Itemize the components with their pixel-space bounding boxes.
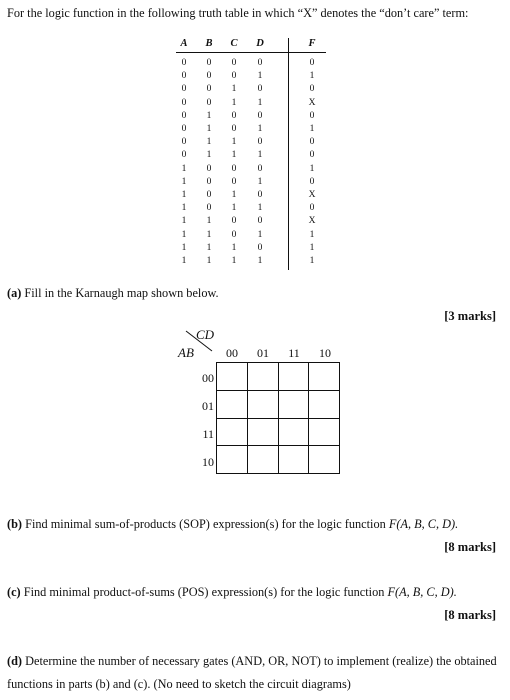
tt-cell: 0 <box>206 71 212 82</box>
tt-row <box>172 111 332 124</box>
part-d-line1: Determine the number of necessary gates (AND, OR, NOT) to implement (realize) the obtained <box>22 654 497 668</box>
tt-cell: 0 <box>206 97 212 108</box>
tt-row <box>172 71 332 84</box>
tt-cell: 1 <box>206 110 212 121</box>
kmap-cell[interactable] <box>279 391 310 419</box>
kmap-col-var: CD <box>196 327 215 342</box>
tt-cell: 0 <box>206 58 212 68</box>
tt-cell: 1 <box>206 216 212 227</box>
tt-header-c: C <box>230 38 238 49</box>
tt-cell: X <box>308 97 316 108</box>
tt-cell: 1 <box>231 137 237 148</box>
tt-cell: 1 <box>206 256 212 266</box>
tt-cell: 1 <box>231 84 237 95</box>
tt-row <box>172 98 332 111</box>
tt-cell: 1 <box>181 190 187 200</box>
tt-cell: 1 <box>309 256 315 266</box>
tt-cell: 1 <box>309 124 315 134</box>
kmap-row-label: 01 <box>202 399 214 413</box>
tt-header-f: F <box>308 38 316 49</box>
tt-cell: 0 <box>309 176 315 187</box>
kmap-cell[interactable] <box>217 446 248 474</box>
part-d-label: (d) <box>7 654 23 668</box>
part-b-marks: [8 marks] <box>444 540 496 554</box>
kmap-cell[interactable] <box>309 419 340 447</box>
part-a-marks: [3 marks] <box>444 309 496 323</box>
tt-cell: 1 <box>309 229 315 240</box>
kmap-cell[interactable] <box>248 363 279 391</box>
part-c-question <box>7 585 457 600</box>
part-b-label: (b) <box>7 517 23 531</box>
intro-text: For the logic function in the following truth table in which “X” denotes the “don’t care” term: <box>7 6 469 20</box>
tt-row <box>172 190 332 203</box>
tt-cell: 1 <box>309 242 315 253</box>
tt-row <box>172 230 332 243</box>
tt-cell: 1 <box>257 229 263 240</box>
tt-cell: 0 <box>231 110 237 121</box>
tt-row <box>172 58 332 71</box>
kmap-cell[interactable] <box>217 363 248 391</box>
tt-cell: 0 <box>181 110 187 121</box>
tt-cell: X <box>308 190 316 200</box>
tt-cell: 0 <box>181 97 187 108</box>
tt-header-rule <box>176 52 326 53</box>
tt-cell: 0 <box>309 110 315 121</box>
kmap-cell[interactable] <box>309 446 340 474</box>
part-b-function: F(A, B, C, D). <box>388 517 459 531</box>
kmap-col-label: 01 <box>257 346 269 360</box>
part-c-marks: [8 marks] <box>444 608 496 622</box>
tt-cell: 0 <box>309 58 315 68</box>
kmap-col-label: 11 <box>288 346 300 360</box>
kmap-cell[interactable] <box>279 363 310 391</box>
tt-cell: 0 <box>257 110 263 121</box>
kmap-cell[interactable] <box>279 419 310 447</box>
kmap-row-label: 00 <box>202 371 214 385</box>
part-c-text: Find minimal product-of-sums (POS) expression(s) for the logic function <box>20 585 388 599</box>
kmap-col-label: 00 <box>226 346 238 360</box>
tt-cell: 1 <box>231 203 237 214</box>
tt-cell: 0 <box>309 203 315 214</box>
kmap-cell[interactable] <box>309 391 340 419</box>
tt-cell: 0 <box>231 58 237 68</box>
kmap-grid <box>216 362 340 474</box>
tt-cell: 1 <box>181 163 187 174</box>
tt-cell: 1 <box>206 124 212 134</box>
tt-cell: 0 <box>257 216 263 227</box>
part-a-text: Fill in the Karnaugh map shown below. <box>21 286 219 300</box>
tt-cell: 0 <box>231 163 237 174</box>
tt-cell: 1 <box>206 242 212 253</box>
kmap-cell[interactable] <box>248 446 279 474</box>
tt-cell: 1 <box>231 97 237 108</box>
truth-table <box>172 38 332 270</box>
tt-cell: 1 <box>257 71 263 82</box>
tt-cell: 0 <box>181 71 187 82</box>
tt-cell: 1 <box>181 256 187 266</box>
tt-cell: 1 <box>206 150 212 161</box>
tt-cell: 0 <box>257 242 263 253</box>
tt-row <box>172 150 332 163</box>
kmap-cell[interactable] <box>217 419 248 447</box>
tt-row <box>172 243 332 256</box>
tt-row <box>172 124 332 137</box>
kmap-cell[interactable] <box>279 446 310 474</box>
tt-cell: 1 <box>257 150 263 161</box>
tt-cell: 1 <box>257 256 263 266</box>
kmap-cell[interactable] <box>248 419 279 447</box>
tt-cell: 0 <box>257 84 263 95</box>
tt-cell: 1 <box>309 71 315 82</box>
kmap-row-label: 11 <box>202 427 214 441</box>
kmap-cell[interactable] <box>248 391 279 419</box>
tt-cell: 0 <box>309 84 315 95</box>
tt-cell: 0 <box>309 150 315 161</box>
tt-cell: 1 <box>257 97 263 108</box>
tt-cell: 0 <box>206 163 212 174</box>
tt-header-a: A <box>180 38 188 49</box>
tt-header-b: B <box>205 38 213 49</box>
kmap-col-label: 10 <box>319 346 331 360</box>
kmap-cell[interactable] <box>217 391 248 419</box>
kmap-cell[interactable] <box>309 363 340 391</box>
tt-cell: 1 <box>257 124 263 134</box>
tt-row <box>172 216 332 229</box>
tt-cell: 0 <box>257 190 263 200</box>
part-d-question <box>7 654 497 669</box>
tt-cell: 0 <box>309 137 315 148</box>
tt-row <box>172 84 332 97</box>
tt-row <box>172 177 332 190</box>
part-d-question-cont: functions in parts (b) and (c). (No need to sketch the circuit diagrams) <box>7 677 351 691</box>
tt-cell: 0 <box>231 176 237 187</box>
tt-cell: 1 <box>206 137 212 148</box>
tt-cell: 0 <box>181 150 187 161</box>
tt-cell: 1 <box>181 229 187 240</box>
karnaugh-map <box>170 327 340 477</box>
tt-cell: 0 <box>181 84 187 95</box>
part-c-label: (c) <box>7 585 21 599</box>
tt-cell: 0 <box>257 163 263 174</box>
tt-cell: 1 <box>309 163 315 174</box>
tt-cell: 1 <box>181 242 187 253</box>
tt-header-d: D <box>256 38 264 49</box>
tt-cell: 0 <box>206 190 212 200</box>
part-c-function: F(A, B, C, D). <box>387 585 457 599</box>
tt-cell: 0 <box>206 84 212 95</box>
tt-cell: X <box>308 216 316 227</box>
tt-cell: 1 <box>231 150 237 161</box>
tt-cell: 0 <box>206 176 212 187</box>
tt-cell: 0 <box>231 71 237 82</box>
tt-row <box>172 203 332 216</box>
part-a-question <box>7 286 219 301</box>
kmap-row-var: AB <box>178 345 194 360</box>
tt-row <box>172 164 332 177</box>
tt-cell: 1 <box>206 229 212 240</box>
tt-cell: 1 <box>181 203 187 214</box>
tt-cell: 0 <box>231 124 237 134</box>
tt-row <box>172 256 332 269</box>
tt-cell: 0 <box>181 58 187 68</box>
tt-row <box>172 137 332 150</box>
tt-cell: 0 <box>206 203 212 214</box>
part-a-label: (a) <box>7 286 22 300</box>
tt-cell: 0 <box>181 137 187 148</box>
tt-cell: 0 <box>257 137 263 148</box>
tt-cell: 1 <box>257 176 263 187</box>
tt-cell: 1 <box>231 190 237 200</box>
tt-cell: 0 <box>231 229 237 240</box>
tt-cell: 0 <box>257 58 263 68</box>
kmap-row-label: 10 <box>202 455 214 469</box>
tt-cell: 0 <box>181 124 187 134</box>
tt-cell: 1 <box>231 242 237 253</box>
tt-cell: 1 <box>257 203 263 214</box>
tt-cell: 1 <box>231 256 237 266</box>
part-b-text: Find minimal sum-of-products (SOP) expression(s) for the logic function <box>22 517 389 531</box>
part-b-question <box>7 517 458 532</box>
tt-cell: 1 <box>181 216 187 227</box>
tt-cell: 1 <box>181 176 187 187</box>
tt-cell: 0 <box>231 216 237 227</box>
